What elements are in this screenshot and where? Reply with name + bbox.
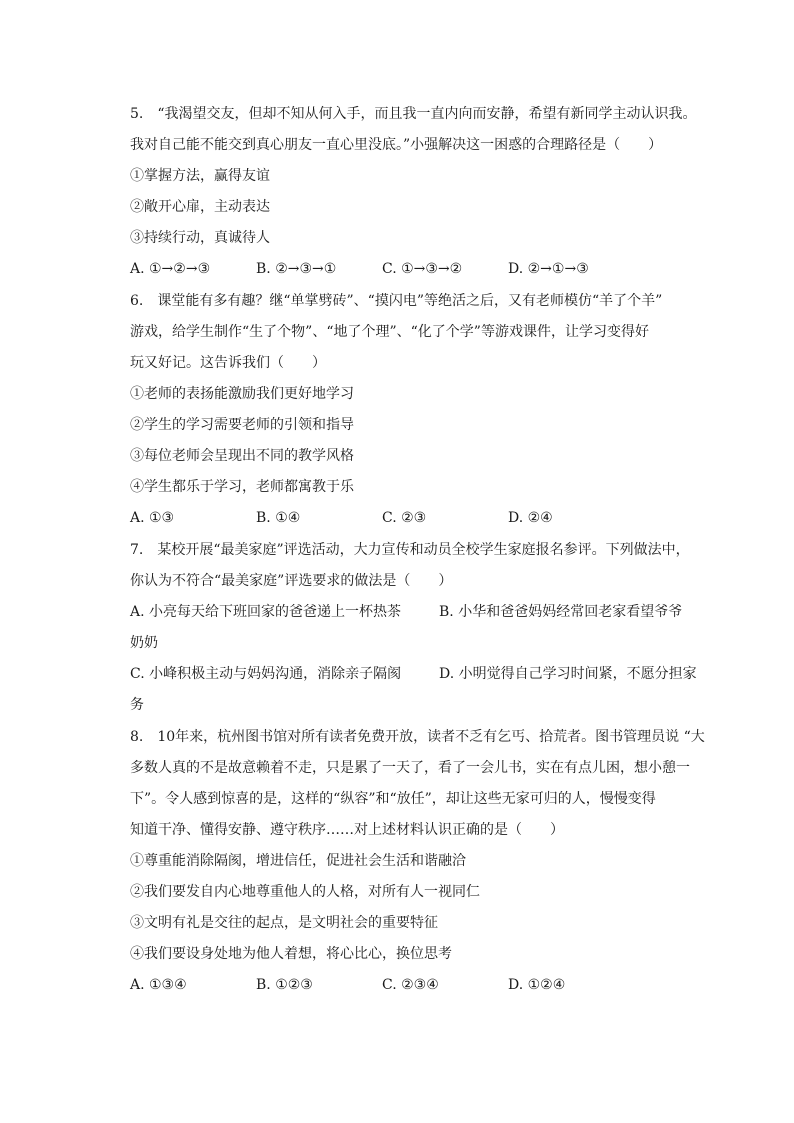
q6-stem-line-3: 玩又好记。这告诉我们（ ） (130, 355, 326, 371)
q6-option-d: D. ②④ (508, 510, 553, 526)
q8-option-c: C. ②③④ (382, 977, 439, 993)
q6-option-c: C. ②③ (382, 510, 427, 526)
q8-stem-line-1: 8. 10年来，杭州图书馆对所有读者免费开放，读者不乏有乞丐、拾荒者。图书管理员说 “大 (130, 729, 705, 745)
q8-stem-line-3: 下”。令人感到惊喜的是，这样的“纵容”和“放任”，却让这些无家可归的人，慢慢变得 (130, 791, 656, 807)
q5-stem-line-1: 5. “我渴望交友，但却不知从何入手，而且我一直内向而安静，希望有新同学主动认识我。 (130, 106, 697, 122)
q6-item-3: ③每位老师会呈现出不同的教学风格 (130, 448, 354, 464)
q5-item-1: ①掌握方法，赢得友谊 (130, 168, 270, 184)
q7-option-d-line-1: D. 小明觉得自己学习时间紧，不愿分担家 (439, 666, 697, 682)
q5-stem-line-2: 我对自己能不能交到真心朋友一直心里没底。”小强解决这一困惑的合理路径是（ ） (130, 137, 663, 153)
q6-option-a: A. ①③ (130, 510, 175, 526)
q6-item-4: ④学生都乐于学习，老师都寓教于乐 (130, 479, 354, 495)
q8-option-a: A. ①③④ (130, 977, 187, 993)
q5-item-3: ③持续行动，真诚待人 (130, 230, 270, 246)
q5-item-2: ②敞开心扉，主动表达 (130, 199, 270, 215)
q8-item-3: ③文明有礼是交往的起点，是文明社会的重要特征 (130, 915, 438, 931)
q8-item-4: ④我们要设身处地为他人着想，将心比心，换位思考 (130, 946, 452, 962)
q8-stem-line-4: 知道干净、懂得安静、遵守秩序……对上述材料认识正确的是（ ） (130, 822, 564, 838)
q8-option-d: D. ①②④ (508, 977, 566, 993)
q8-item-2: ②我们要发自内心地尊重他人的人格，对所有人一视同仁 (130, 884, 480, 900)
q6-item-1: ①老师的表扬能激励我们更好地学习 (130, 386, 354, 402)
q7-option-a: A. 小亮每天给下班回家的爸爸递上一杯热茶 (130, 604, 402, 620)
q7-stem-line-1: 7. 某校开展“最美家庭”评选活动，大力宣传和动员全校学生家庭报名参评。下列做法中， (130, 542, 690, 558)
q8-item-1: ①尊重能消除隔阂，增进信任，促进社会生活和谐融洽 (130, 853, 466, 869)
q7-option-b-line-1: B. 小华和爸爸妈妈经常回老家看望爷爷 (439, 604, 683, 620)
q8-stem-line-2: 多数人真的不是故意赖着不走，只是累了一天了，看了一会儿书，实在有点儿困，想小憩一 (130, 760, 690, 776)
q7-stem-line-2: 你认为不符合“最美家庭”评选要求的做法是（ ） (130, 573, 453, 589)
q5-option-d: D. ②→①→③ (508, 261, 589, 277)
q6-stem-line-2: 游戏，给学生制作“生了个物”、“地了个理”、“化了个学”等游戏课件，让学习变得好 (130, 324, 649, 340)
q7-option-b-line-2: 奶奶 (130, 635, 158, 651)
q5-option-a: A. ①→②→③ (130, 261, 211, 277)
q5-option-b: B. ②→③→① (256, 261, 337, 277)
q5-option-c: C. ①→③→② (382, 261, 463, 277)
q6-stem-line-1: 6. 课堂能有多有趣？继“单掌劈砖”、“摸闪电”等绝活之后，又有老师模仿“羊了个羊” (130, 293, 663, 309)
q6-option-b: B. ①④ (256, 510, 301, 526)
q7-option-d-line-2: 务 (130, 697, 144, 713)
q7-option-c: C. 小峰积极主动与妈妈沟通，消除亲子隔阂 (130, 666, 402, 682)
q6-item-2: ②学生的学习需要老师的引领和指导 (130, 417, 354, 433)
q8-option-b: B. ①②③ (256, 977, 313, 993)
